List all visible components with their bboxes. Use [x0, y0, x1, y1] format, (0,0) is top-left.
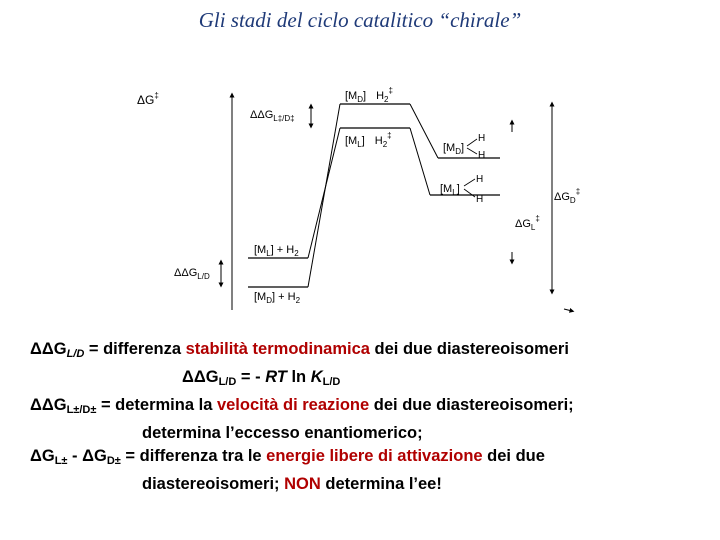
- dg-d-label: $\Delta G_D^\ddagger$: [554, 187, 581, 205]
- note-line-6: diastereoisomeri; NON determina l’ee!: [142, 475, 442, 493]
- note-line-3: $\Delta\Delta G_{L\pm/D\pm}$ = determina la velocità di reazione dei due diastereoisomeri;: [30, 396, 574, 416]
- path-l-down: [410, 128, 430, 195]
- path-l-up: [308, 128, 340, 258]
- product-d-bond-top: [467, 139, 477, 146]
- note-line-4: determina l’eccesso enantiomerico;: [142, 424, 423, 442]
- ts-l-label: $[M_L]$ $H_2^\ddagger$: [345, 131, 392, 149]
- ddg-ld-label: $\Delta\Delta G_{L/D}$: [174, 267, 210, 281]
- product-d-bond-bottom: [467, 148, 477, 154]
- product-d-h-bottom: H: [478, 150, 486, 161]
- axis-label: ΔG‡: [137, 91, 159, 107]
- product-l-h-top: H: [476, 174, 484, 185]
- reaction-coordinate-arrow: [564, 309, 572, 311]
- slide-title: Gli stadi del ciclo catalitico “chirale”: [198, 8, 522, 32]
- path-d-up: [308, 104, 340, 287]
- product-d-label: $[M_D]$: [443, 142, 465, 156]
- dg-l-label: $\Delta G_L^\ddagger$: [515, 214, 540, 232]
- product-l-h-bottom: H: [476, 194, 484, 205]
- product-l-label: $[M_L]$: [440, 183, 460, 197]
- reactant-l-label: $[M_L] + H_2$: [254, 244, 299, 258]
- note-line-5: $\Delta G_{L\pm} - \Delta G_{D\pm}$ = differenza tra le energie libere di attivazione dei due: [30, 447, 545, 467]
- path-d-down: [410, 104, 438, 158]
- product-l-bond-top: [464, 179, 475, 186]
- note-line-2: $\Delta\Delta G_{L/D}$ = - RT $\ln K_{L/D}$: [182, 368, 341, 388]
- ts-d-label: $[M_D]$ $H_2^\ddagger$: [345, 86, 393, 104]
- note-line-1: $\Delta\Delta G_{L/D}$ = differenza stabilità termodinamica dei due diastereoisomeri: [30, 340, 569, 360]
- product-l-bond-bottom: [464, 189, 475, 197]
- product-d-h-top: H: [478, 133, 486, 144]
- notes-block: [30, 338, 720, 496]
- ddg-barrier-label: $\Delta\Delta G_{L\ddagger/D\ddagger}$: [250, 109, 295, 123]
- reactant-d-label: $[M_D] + H_2$: [254, 291, 301, 305]
